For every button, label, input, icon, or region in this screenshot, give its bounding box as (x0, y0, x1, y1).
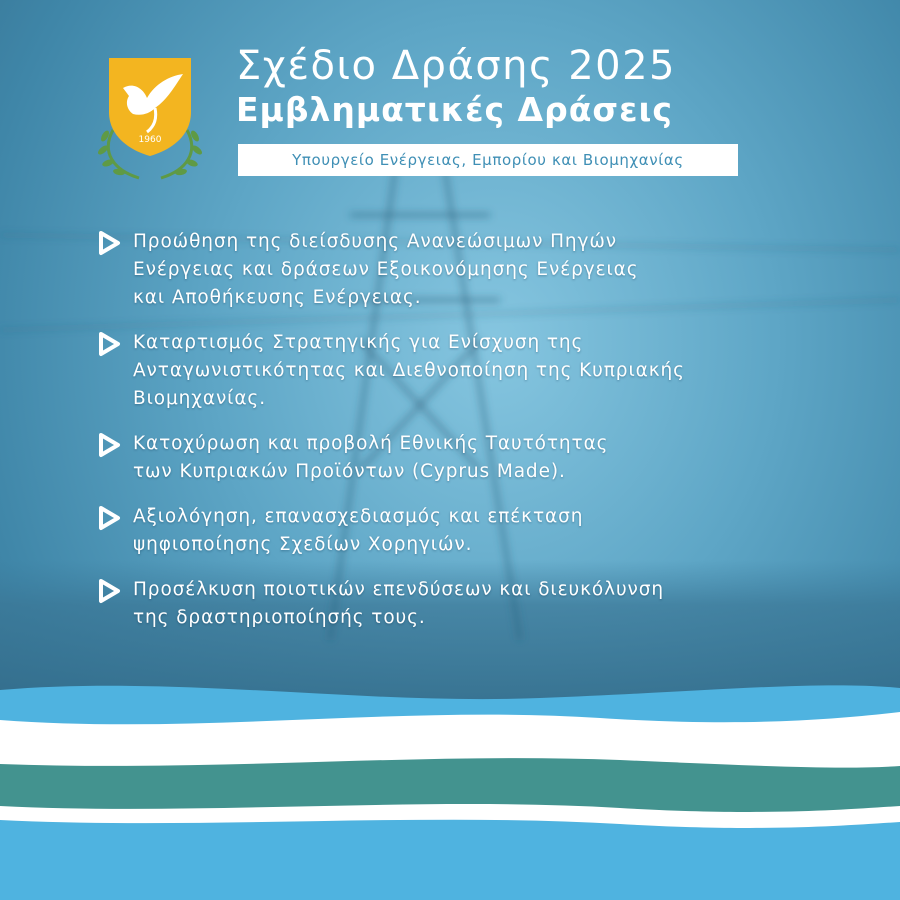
title-block (236, 42, 756, 130)
decorative-waves (0, 680, 900, 900)
action-text: Προσέλκυση ποιοτικών επενδύσεων και διευκόλυνση της δραστηριοποίησής τους. (133, 579, 665, 628)
play-arrow-icon (95, 577, 123, 605)
emblem-year: 1960 (138, 135, 162, 145)
wave-light-blue-bottom (0, 820, 900, 900)
ministry-label-box (238, 144, 738, 176)
action-text: Καταρτισμός Στρατηγικής για Ενίσχυση της Ανταγωνιστικότητας και Διεθνοποίηση της Κυπριακής Βιομηχανίας. (133, 332, 685, 409)
flagship-actions-list (95, 228, 815, 649)
page-title: Σχέδιο Δράσης 2025 (236, 43, 677, 89)
play-arrow-icon (95, 330, 123, 358)
action-text: Κατοχύρωση και προβολή Εθνικής Ταυτότητας των Κυπριακών Προϊόντων (Cyprus Made). (133, 433, 609, 482)
list-item (95, 576, 815, 632)
page-subtitle: Εμβληματικές Δράσεις (236, 90, 673, 129)
action-text: Προώθηση της διείσδυσης Ανανεώσιμων Πηγών Ενέργειας και δράσεων Εξοικονόμησης Ενέργειας και Αποθήκευσης Ενέργειας. (133, 231, 639, 308)
play-arrow-icon (95, 504, 123, 532)
list-item (95, 503, 815, 559)
play-arrow-icon (95, 431, 123, 459)
action-text: Αξιολόγηση, επανασχεδιασμός και επέκταση ψηφιοποίησης Σχεδίων Χορηγιών. (133, 506, 584, 555)
cyprus-coat-of-arms-icon (95, 52, 205, 182)
list-item (95, 430, 815, 486)
ministry-label: Υπουργείο Ενέργειας, Εμπορίου και Βιομηχανίας (292, 151, 684, 169)
play-arrow-icon (95, 229, 123, 257)
list-item (95, 228, 815, 312)
list-item (95, 329, 815, 413)
